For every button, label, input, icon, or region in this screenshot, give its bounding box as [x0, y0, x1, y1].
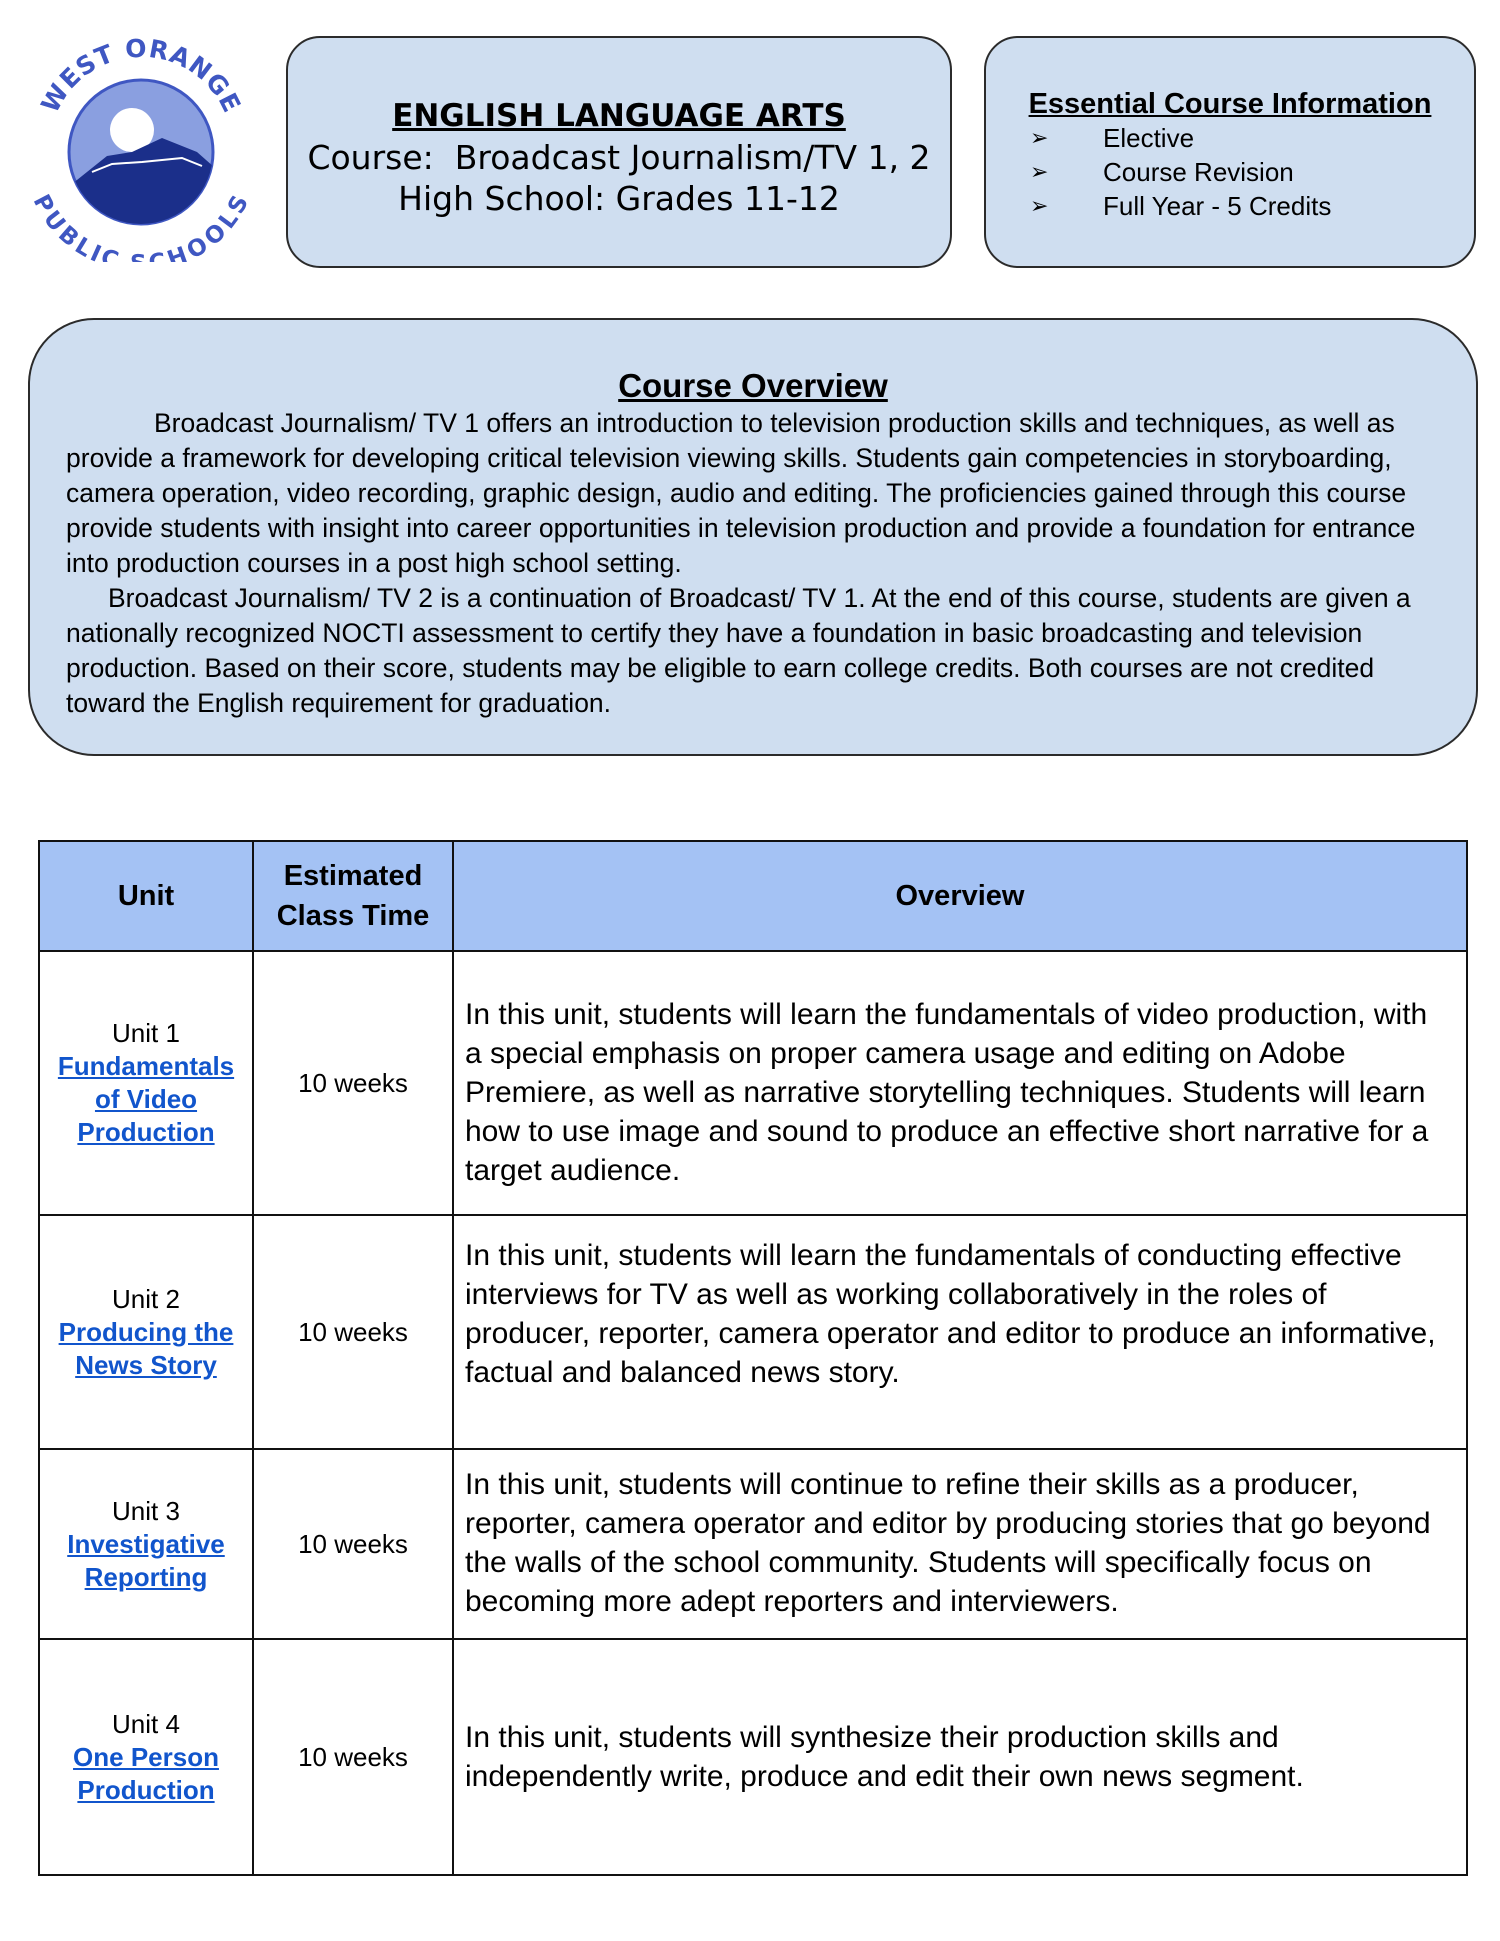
time-cell: 10 weeks [253, 1215, 453, 1449]
table-row [39, 951, 1467, 1215]
unit-link-producing-the-news-story[interactable]: Producing the News Story [58, 1316, 234, 1380]
unit-number: Unit 3 [112, 1495, 180, 1526]
logo-top-text: WEST ORANGE [35, 34, 247, 118]
unit-number: Unit 1 [112, 1018, 180, 1048]
course-title-box [286, 36, 952, 268]
table-row [39, 1215, 1467, 1449]
list-item [1030, 155, 1474, 189]
list-item-label: Full Year - 5 Credits [1103, 191, 1332, 221]
overview-cell [453, 951, 1467, 1215]
course-overview-box [28, 318, 1478, 756]
essential-info-box [984, 36, 1476, 268]
time-cell: 10 weeks [253, 951, 453, 1215]
units-table [38, 840, 1468, 1876]
logo-bottom-text: UBLIC HOOL [38, 205, 245, 262]
overview-text: In this unit, students will learn the fundamentals of video production, with a special emphasis on proper camera usage and editing on Adobe Premiere, as well as narrative storytelling techniques. Students will learn how to use image and sound to produce an effective short narrative for a target audience. [465, 998, 1429, 1187]
subject-heading: ENGLISH LANGUAGE ARTS [392, 98, 846, 134]
arrow-bullet-icon: ➢ [1030, 125, 1049, 150]
school-logo [32, 34, 250, 262]
list-item [1030, 121, 1474, 155]
unit-number: Unit 4 [112, 1708, 180, 1739]
list-item [1030, 189, 1474, 223]
overview-text: In this unit, students will continue to refine their skills as a producer, reporter, camera operator and editor by producing stories that go beyond the walls of the school community. Students will specifically focus on becoming more adept reporters and interviewers. [465, 1468, 1431, 1618]
time-column-header [253, 841, 453, 951]
unit-number: Unit 2 [112, 1283, 180, 1314]
table-header-row [39, 841, 1467, 951]
overview-cell [453, 1639, 1467, 1875]
arrow-bullet-icon: ➢ [1030, 159, 1049, 184]
unit-link-fundamentals-of-video-production[interactable]: Fundamentals of Video Production [57, 1051, 235, 1147]
overview-cell [453, 1215, 1467, 1449]
unit-column-header: Unit [39, 841, 253, 951]
unit-cell [39, 1449, 253, 1639]
table-row [39, 1449, 1467, 1639]
arrow-bullet-icon: ➢ [1030, 193, 1049, 218]
overview-text: In this unit, students will learn the fundamentals of conducting effective interviews for TV as well as working collaboratively in the roles of producer, reporter, camera operator and editor to produce an informative, factual and balanced news story. [465, 1239, 1436, 1389]
unit-cell [39, 951, 253, 1215]
grade-level: High School: Grades 11-12 [398, 179, 840, 218]
time-cell: 10 weeks [253, 1639, 453, 1875]
overview-paragraph-tv2: Broadcast Journalism/ TV 2 is a continuation of Broadcast/ TV 1. At the end of this course, students are given a nationally recognized NOCTI assessment to certify they have a foundation in basic broadcasting and television production. Based on their score, students may be eligible to earn college credits. Both courses are not credited toward the English requirement for graduation. [66, 583, 1411, 718]
time-header-line1: Estimated [283, 860, 423, 892]
unit-cell [39, 1639, 253, 1875]
overview-column-header: Overview [453, 841, 1467, 951]
list-item-label: Course Revision [1103, 157, 1294, 187]
unit-link-one-person-production[interactable]: One Person Production [73, 1741, 219, 1805]
unit-link-investigative-reporting[interactable]: Investigative Reporting [67, 1528, 225, 1592]
essential-info-title: Essential Course Information [1028, 88, 1432, 120]
overview-text: In this unit, students will synthesize their production skills and independently write, produce and edit their own news segment. [465, 1721, 1304, 1793]
course-overview-title: Course Overview [618, 367, 888, 404]
overview-paragraph-tv1: Broadcast Journalism/ TV 1 offers an introduction to television production skills and techniques, as well as provide a framework for developing critical television viewing skills. Students gain competencies in storyboarding, camera operation, video recording, graphic design, audio and editing. The proficiencies gained through this course provide students with insight into career opportunities in television production and provide a foundation for entrance into production courses in a post high school setting. [66, 408, 1416, 578]
essential-info-list [986, 121, 1474, 223]
course-name: Course: Broadcast Journalism/TV 1, 2 [307, 138, 931, 177]
table-row [39, 1639, 1467, 1875]
overview-cell [453, 1449, 1467, 1639]
time-cell: 10 weeks [253, 1449, 453, 1639]
unit-cell [39, 1215, 253, 1449]
list-item-label: Elective [1103, 123, 1195, 153]
time-header-line2: Class Time [276, 900, 430, 932]
